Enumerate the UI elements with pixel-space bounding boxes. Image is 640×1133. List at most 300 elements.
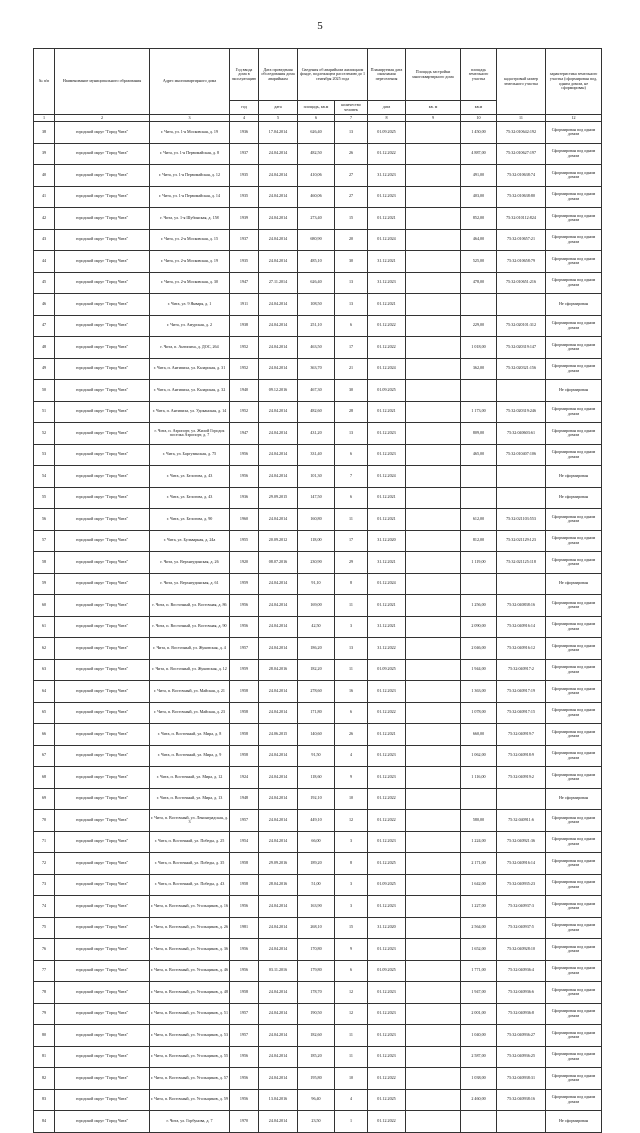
cell-municipality: городской округ "Город Чита" — [55, 358, 150, 380]
cell-area: 42,50 — [298, 616, 335, 638]
cell-num: 61 — [34, 616, 55, 638]
cell-land-status: Сформирован под одним домом — [546, 444, 602, 466]
cell-municipality: городской округ "Город Чита" — [55, 810, 150, 832]
cell-inspection-date: 24.04.2014 — [259, 917, 298, 939]
cell-planned-date: 01.12.2024 — [368, 573, 406, 595]
cell-cadastral: 75:32:040916:14 — [497, 853, 546, 875]
cell-num: 71 — [34, 831, 55, 853]
cell-people: 4 — [335, 745, 368, 767]
cell-planned-date: 01.12.2023 — [368, 767, 406, 789]
cell-cadastral: 75:32:040936:4 — [497, 960, 546, 982]
cell-municipality: городской округ "Город Чита" — [55, 337, 150, 359]
cell-num: 66 — [34, 724, 55, 746]
cell-people: 13 — [335, 272, 368, 294]
cell-num: 58 — [34, 552, 55, 574]
cell-address: г. Чита, ул. Бульварная, д. 24а — [150, 530, 230, 552]
cell-municipality: городской округ "Город Чита" — [55, 552, 150, 574]
cell-planned-date: 01.12.2022 — [368, 702, 406, 724]
cell-municipality: городской округ "Город Чита" — [55, 767, 150, 789]
cell-house-area — [406, 186, 461, 208]
cell-area: 189,20 — [298, 853, 335, 875]
cell-people: 17 — [335, 530, 368, 552]
emergency-housing-table — [33, 48, 602, 1133]
cell-house-area — [406, 444, 461, 466]
column-number: 10 — [461, 115, 497, 122]
cell-people: 29 — [335, 552, 368, 574]
cell-inspection-date: 24.04.2014 — [259, 573, 298, 595]
cell-year: 1957 — [230, 638, 259, 660]
cell-year: 1956 — [230, 444, 259, 466]
cell-people: 21 — [335, 358, 368, 380]
cell-planned-date: 01.12.2022 — [368, 1068, 406, 1090]
cell-area: 118,00 — [298, 530, 335, 552]
cell-num: 43 — [34, 229, 55, 251]
cell-cadastral: 75:32:040937:3 — [497, 896, 546, 918]
cell-inspection-date: 24.04.2014 — [259, 208, 298, 230]
table-row — [34, 1111, 602, 1133]
cell-area: 185,20 — [298, 1046, 335, 1068]
cell-planned-date: 01.12.2023 — [368, 939, 406, 961]
cell-year: 1952 — [230, 358, 259, 380]
cell-land-area: 1 944,00 — [461, 659, 497, 681]
cell-num: 50 — [34, 380, 55, 402]
cell-inspection-date: 24.04.2014 — [259, 1003, 298, 1025]
cell-planned-date: 01.12.2022 — [368, 1111, 406, 1133]
cell-address: г. Чита, п. Восточный, ул. Угольщиков, д. 48 — [150, 982, 230, 1004]
cell-municipality: городской округ "Город Чита" — [55, 1111, 150, 1133]
cell-address: г. Чита, п. Аэропорт, ул. Жилой Городок поселка Аэропорт, д. 7 — [150, 423, 230, 445]
cell-municipality: городской округ "Город Чита" — [55, 251, 150, 273]
cell-cadastral: 75:32:040935:23 — [497, 874, 546, 896]
cell-municipality: городской округ "Город Чита" — [55, 315, 150, 337]
cell-municipality: городской округ "Город Чита" — [55, 681, 150, 703]
cell-house-area — [406, 272, 461, 294]
cell-people: 12 — [335, 810, 368, 832]
cell-municipality: городской округ "Город Чита" — [55, 1025, 150, 1047]
cell-num: 52 — [34, 423, 55, 445]
cell-house-area — [406, 122, 461, 144]
cell-year: 1958 — [230, 702, 259, 724]
cell-num: 41 — [34, 186, 55, 208]
cell-people: 9 — [335, 939, 368, 961]
cell-inspection-date: 29.09.2015 — [259, 487, 298, 509]
cell-land-area — [461, 380, 497, 402]
cell-cadastral: 75:32:040936:25 — [497, 1046, 546, 1068]
cell-land-status: Сформирован под одним домом — [546, 186, 602, 208]
cell-land-area: 464,00 — [461, 229, 497, 251]
cell-address: г. Чита, ул. Белогова, д. 43 — [150, 487, 230, 509]
cell-land-area: 580,00 — [461, 810, 497, 832]
cell-address: г. Чита, ул. Верхнеудинская, д. 26 — [150, 552, 230, 574]
cell-house-area — [406, 896, 461, 918]
cell-people: 16 — [335, 681, 368, 703]
cell-municipality: городской округ "Город Чита" — [55, 122, 150, 144]
cell-cadastral: 75:32:040916:12 — [497, 638, 546, 660]
cell-address: г. Чита, п. Восточный, ул. Восточная, д. 90 — [150, 616, 230, 638]
cell-cadastral: 75:32:040918:9 — [497, 745, 546, 767]
cell-inspection-date: 29.09.2016 — [259, 853, 298, 875]
cell-cadastral: 75:32:040936:8 — [497, 1003, 546, 1025]
cell-year: 1939 — [230, 208, 259, 230]
cell-inspection-date: 24.04.2014 — [259, 1068, 298, 1090]
cell-land-status: Не сформирован — [546, 788, 602, 810]
cell-inspection-date: 27.11.2014 — [259, 272, 298, 294]
cell-land-area: 612,00 — [461, 509, 497, 531]
cell-municipality: городской округ "Город Чита" — [55, 1003, 150, 1025]
unit-people: количество человек — [335, 101, 368, 115]
cell-num: 79 — [34, 1003, 55, 1025]
cell-land-status: Сформирован под одним домом — [546, 638, 602, 660]
cell-inspection-date: 24.04.2014 — [259, 1046, 298, 1068]
cell-year: 1955 — [230, 530, 259, 552]
cell-inspection-date: 24.04.2014 — [259, 466, 298, 488]
cell-land-status: Сформирован под одним домом — [546, 358, 602, 380]
cell-area: 91,10 — [298, 573, 335, 595]
cell-planned-date: 01.09.2025 — [368, 659, 406, 681]
cell-people: 13 — [335, 122, 368, 144]
cell-cadastral: 75:32:040936:6 — [497, 982, 546, 1004]
cell-year: 1956 — [230, 1068, 259, 1090]
table-row — [34, 401, 602, 423]
table-row — [34, 1003, 602, 1025]
cell-year: 1956 — [230, 616, 259, 638]
cell-address: г. Чита, п. Восточный, ул. Майская, д. 23 — [150, 702, 230, 724]
cell-municipality: городской округ "Город Чита" — [55, 1046, 150, 1068]
cell-planned-date: 01.12.2024 — [368, 358, 406, 380]
cell-inspection-date: 09.12.2016 — [259, 380, 298, 402]
cell-num: 68 — [34, 767, 55, 789]
cell-inspection-date: 24.04.2014 — [259, 358, 298, 380]
column-number: 8 — [368, 115, 406, 122]
cell-people: 26 — [335, 143, 368, 165]
cell-people: 3 — [335, 831, 368, 853]
cell-land-area: 491,00 — [461, 165, 497, 187]
cell-num: 76 — [34, 939, 55, 961]
cell-num: 73 — [34, 874, 55, 896]
cell-year: 1957 — [230, 810, 259, 832]
cell-year: 1958 — [230, 982, 259, 1004]
cell-land-area: 660,00 — [461, 724, 497, 746]
cell-inspection-date: 24.04.2014 — [259, 143, 298, 165]
cell-area: 460,06 — [298, 186, 335, 208]
cell-address: г. Чита, п. Восточный, ул. Угольщиков, д. 51 — [150, 1003, 230, 1025]
cell-land-area: 525,00 — [461, 251, 497, 273]
cell-people: 6 — [335, 487, 368, 509]
cell-municipality: городской округ "Город Чита" — [55, 294, 150, 316]
table-row — [34, 423, 602, 445]
cell-house-area — [406, 788, 461, 810]
cell-area: 169,00 — [298, 595, 335, 617]
cell-municipality: городской округ "Город Чита" — [55, 831, 150, 853]
cell-municipality: городской округ "Город Чита" — [55, 595, 150, 617]
cell-municipality: городской округ "Город Чита" — [55, 466, 150, 488]
cell-cadastral: 75:32:010642:192 — [497, 122, 546, 144]
cell-area: 482,60 — [298, 401, 335, 423]
cell-num: 64 — [34, 681, 55, 703]
cell-land-status: Не сформирован — [546, 1111, 602, 1133]
cell-inspection-date: 24.04.2014 — [259, 638, 298, 660]
cell-year: 1956 — [230, 960, 259, 982]
cell-land-status: Сформирован под одним домом — [546, 724, 602, 746]
cell-house-area — [406, 853, 461, 875]
cell-people: 4 — [335, 1089, 368, 1111]
cell-municipality: городской округ "Город Чита" — [55, 573, 150, 595]
table-row — [34, 165, 602, 187]
cell-house-area — [406, 982, 461, 1004]
cell-address: г. Чита, п. Антипиха, ул. Каларская, д. 32 — [150, 380, 230, 402]
cell-land-status: Сформирован под одним домом — [546, 681, 602, 703]
cell-address: г. Чита, п. Антипиха, д. ДОС, 264 — [150, 337, 230, 359]
cell-land-area: 1 116,00 — [461, 767, 497, 789]
table-row — [34, 702, 602, 724]
cell-area: 431,20 — [298, 423, 335, 445]
cell-land-area: 1 173,00 — [461, 401, 497, 423]
cell-inspection-date: 24.04.2014 — [259, 294, 298, 316]
cell-address: г. Чита, п. Восточный, ул. Угольщиков, д. 16 — [150, 896, 230, 918]
cell-planned-date: 01.12.2021 — [368, 294, 406, 316]
cell-inspection-date: 03.11.2016 — [259, 960, 298, 982]
cell-area: 485,10 — [298, 251, 335, 273]
page-number: 5 — [317, 20, 323, 32]
cell-land-area: 362,00 — [461, 358, 497, 380]
header-land-status: характеристика земельного участка (сформирован под, одним домом, не сформирован) — [546, 49, 602, 115]
cell-address: г. Чита, п. Восточный, ул. Угольщиков, д. 36 — [150, 939, 230, 961]
cell-year: 1954 — [230, 831, 259, 853]
cell-cadastral — [497, 466, 546, 488]
cell-land-area: 2 171,00 — [461, 853, 497, 875]
cell-num: 82 — [34, 1068, 55, 1090]
cell-planned-date: 01.12.2023 — [368, 423, 406, 445]
table-row — [34, 810, 602, 832]
cell-num: 63 — [34, 659, 55, 681]
cell-planned-date: 01.12.2023 — [368, 1003, 406, 1025]
cell-year: 1952 — [230, 401, 259, 423]
cell-cadastral: 75:32:040917:15 — [497, 702, 546, 724]
cell-cadastral: 75:32:040838:16 — [497, 595, 546, 617]
unit-sqm-2: кв.м — [461, 101, 497, 115]
cell-inspection-date: 24.04.2014 — [259, 681, 298, 703]
cell-municipality: городской округ "Город Чита" — [55, 143, 150, 165]
cell-people: 7 — [335, 466, 368, 488]
cell-land-area: 1 038,00 — [461, 1068, 497, 1090]
unit-year: год — [230, 101, 259, 115]
cell-cadastral: 75:32:010627:197 — [497, 143, 546, 165]
cell-house-area — [406, 681, 461, 703]
cell-planned-date: 01.12.2023 — [368, 186, 406, 208]
cell-inspection-date: 08.07.2016 — [259, 552, 298, 574]
cell-cadastral: 75:32:040936:27 — [497, 1025, 546, 1047]
cell-people: 26 — [335, 724, 368, 746]
cell-num: 53 — [34, 444, 55, 466]
cell-land-status: Сформирован под одним домом — [546, 767, 602, 789]
cell-planned-date: 01.12.2023 — [368, 1046, 406, 1068]
cell-year: 1959 — [230, 573, 259, 595]
cell-people: 6 — [335, 702, 368, 724]
cell-house-area — [406, 552, 461, 574]
cell-num: 81 — [34, 1046, 55, 1068]
cell-people: 30 — [335, 251, 368, 273]
cell-planned-date: 01.12.2023 — [368, 681, 406, 703]
table-row — [34, 1089, 602, 1111]
cell-area: 230,90 — [298, 552, 335, 574]
cell-address: г. Чита, п. Восточный, ул. Угольщиков, д. 53 — [150, 1025, 230, 1047]
cell-planned-date: 31.12.2020 — [368, 917, 406, 939]
cell-land-area: 1 018,00 — [461, 337, 497, 359]
cell-planned-date: 01.12.2021 — [368, 509, 406, 531]
cell-people: 17 — [335, 337, 368, 359]
cell-land-area: 2 460,00 — [461, 1089, 497, 1111]
cell-cadastral: 75:32:020319:246 — [497, 401, 546, 423]
cell-municipality: городской округ "Город Чита" — [55, 745, 150, 767]
cell-cadastral: 75:32:021125:118 — [497, 552, 546, 574]
cell-address: г. Чита, ул. 2-я Московская, д. 19 — [150, 251, 230, 273]
cell-inspection-date: 24.04.2014 — [259, 939, 298, 961]
cell-inspection-date: 24.04.2014 — [259, 702, 298, 724]
cell-municipality: городской округ "Город Чита" — [55, 960, 150, 982]
cell-num: 74 — [34, 896, 55, 918]
cell-area: 179,80 — [298, 960, 335, 982]
cell-municipality: городской округ "Город Чита" — [55, 1068, 150, 1090]
cell-address: г. Чита, п. Восточный, ул. Угольщиков, д. 46 — [150, 960, 230, 982]
cell-planned-date: 01.12.2023 — [368, 745, 406, 767]
cell-house-area — [406, 960, 461, 982]
cell-land-area: 2 587,00 — [461, 1046, 497, 1068]
cell-year: 1937 — [230, 143, 259, 165]
cell-area: 108,50 — [298, 294, 335, 316]
cell-people: 6 — [335, 315, 368, 337]
table-row — [34, 917, 602, 939]
cell-house-area — [406, 143, 461, 165]
cell-house-area — [406, 745, 461, 767]
cell-municipality: городской округ "Город Чита" — [55, 1089, 150, 1111]
cell-municipality: городской округ "Город Чита" — [55, 423, 150, 445]
table-row — [34, 294, 602, 316]
cell-year: 1960 — [230, 509, 259, 531]
cell-address: г. Чита, п. Восточный, ул. Угольщиков, д. 59 — [150, 1089, 230, 1111]
cell-num: 49 — [34, 358, 55, 380]
cell-people: 27 — [335, 165, 368, 187]
header-house-area: Площадь застройки многоквартирного дома — [406, 49, 461, 101]
cell-address: г. Чита, ул. 2-я Московская, д. 30 — [150, 272, 230, 294]
cell-planned-date: 31.12.2021 — [368, 251, 406, 273]
cell-land-status: Сформирован под одним домом — [546, 552, 602, 574]
header-land-area: площадь земельного участка — [461, 49, 497, 101]
cell-address: г. Чита, п. Восточный, ул. Победы, д. 25 — [150, 831, 230, 853]
cell-municipality: городской округ "Город Чита" — [55, 616, 150, 638]
cell-year: 1956 — [230, 896, 259, 918]
cell-inspection-date: 24.04.2014 — [259, 165, 298, 187]
column-number: 7 — [335, 115, 368, 122]
cell-land-area: 1 227,00 — [461, 896, 497, 918]
cell-people: 13 — [335, 638, 368, 660]
cell-inspection-date: 24.04.2014 — [259, 444, 298, 466]
cell-inspection-date: 24.04.2014 — [259, 423, 298, 445]
cell-cadastral — [497, 573, 546, 595]
table-row — [34, 960, 602, 982]
cell-land-status: Не сформирован — [546, 487, 602, 509]
cell-address: г. Чита, ул. 1-я Первомайская, д. 12 — [150, 165, 230, 187]
cell-area: 626,40 — [298, 272, 335, 294]
cell-land-area: 1 652,00 — [461, 939, 497, 961]
table-row — [34, 337, 602, 359]
cell-inspection-date: 24.04.2014 — [259, 401, 298, 423]
table-row — [34, 122, 602, 144]
cell-cadastral: 75:32:010407:106 — [497, 444, 546, 466]
table-body — [34, 122, 602, 1133]
unit-sqm: кв. м — [406, 101, 461, 115]
table-row — [34, 1046, 602, 1068]
table-row — [34, 595, 602, 617]
cell-cadastral — [497, 1111, 546, 1133]
cell-address: г. Чита, п. Антипиха, ул. Удоканская, д. 14 — [150, 401, 230, 423]
cell-num: 78 — [34, 982, 55, 1004]
cell-address: г. Чита, п. Восточный, ул. Жуковская, д. 4 — [150, 638, 230, 660]
cell-inspection-date: 24.04.2014 — [259, 788, 298, 810]
cell-cadastral: 75:32:010638:80 — [497, 186, 546, 208]
cell-people: 20 — [335, 229, 368, 251]
cell-planned-date: 01.12.2023 — [368, 444, 406, 466]
cell-people: 15 — [335, 917, 368, 939]
cell-area: 186,20 — [298, 638, 335, 660]
cell-year: 1958 — [230, 874, 259, 896]
table-row — [34, 939, 602, 961]
cell-planned-date: 01.12.2021 — [368, 595, 406, 617]
cell-address: г. Чита, ул. Белогова, д. 43 — [150, 466, 230, 488]
cell-municipality: городской округ "Город Чита" — [55, 186, 150, 208]
cell-area: 482,50 — [298, 143, 335, 165]
cell-area: 626,40 — [298, 122, 335, 144]
cell-address: г. Чита, п. Восточный, ул. Победы, д. 35 — [150, 853, 230, 875]
cell-municipality: городской округ "Город Чита" — [55, 272, 150, 294]
cell-year: 1936 — [230, 487, 259, 509]
cell-planned-date: 01.09.2025 — [368, 874, 406, 896]
cell-municipality: городской округ "Город Чита" — [55, 874, 150, 896]
cell-house-area — [406, 208, 461, 230]
cell-land-area: 2 090,00 — [461, 616, 497, 638]
cell-land-status: Сформирован под одним домом — [546, 982, 602, 1004]
cell-cadastral — [497, 487, 546, 509]
cell-cadastral: 75:32:040916:14 — [497, 616, 546, 638]
cell-inspection-date: 24.04.2014 — [259, 337, 298, 359]
cell-year: 1948 — [230, 788, 259, 810]
table-row — [34, 724, 602, 746]
cell-people: 30 — [335, 380, 368, 402]
cell-area: 278,60 — [298, 681, 335, 703]
cell-year: 1937 — [230, 229, 259, 251]
cell-area: 140,60 — [298, 724, 335, 746]
cell-area: 182,20 — [298, 659, 335, 681]
header-residents-info: Сведения об аварийном жилищном фонде, подлежащем расселению до 1 сентября 2025 года — [298, 49, 368, 101]
table-row — [34, 681, 602, 703]
cell-planned-date: 31.12.2021 — [368, 616, 406, 638]
cell-planned-date: 31.12.2023 — [368, 272, 406, 294]
cell-inspection-date: 24.04.2014 — [259, 896, 298, 918]
cell-house-area — [406, 595, 461, 617]
cell-planned-date: 31.12.2021 — [368, 552, 406, 574]
cell-year: 1970 — [230, 1111, 259, 1133]
cell-land-area: 478,00 — [461, 272, 497, 294]
cell-area: 170,80 — [298, 939, 335, 961]
cell-num: 42 — [34, 208, 55, 230]
column-number: 6 — [298, 115, 335, 122]
table-row — [34, 509, 602, 531]
cell-land-status: Сформирован под одним домом — [546, 853, 602, 875]
table-row — [34, 1068, 602, 1090]
cell-area: 101,30 — [298, 466, 335, 488]
cell-municipality: городской округ "Город Чита" — [55, 724, 150, 746]
cell-inspection-date: 24.04.2014 — [259, 315, 298, 337]
cell-year: 1947 — [230, 272, 259, 294]
